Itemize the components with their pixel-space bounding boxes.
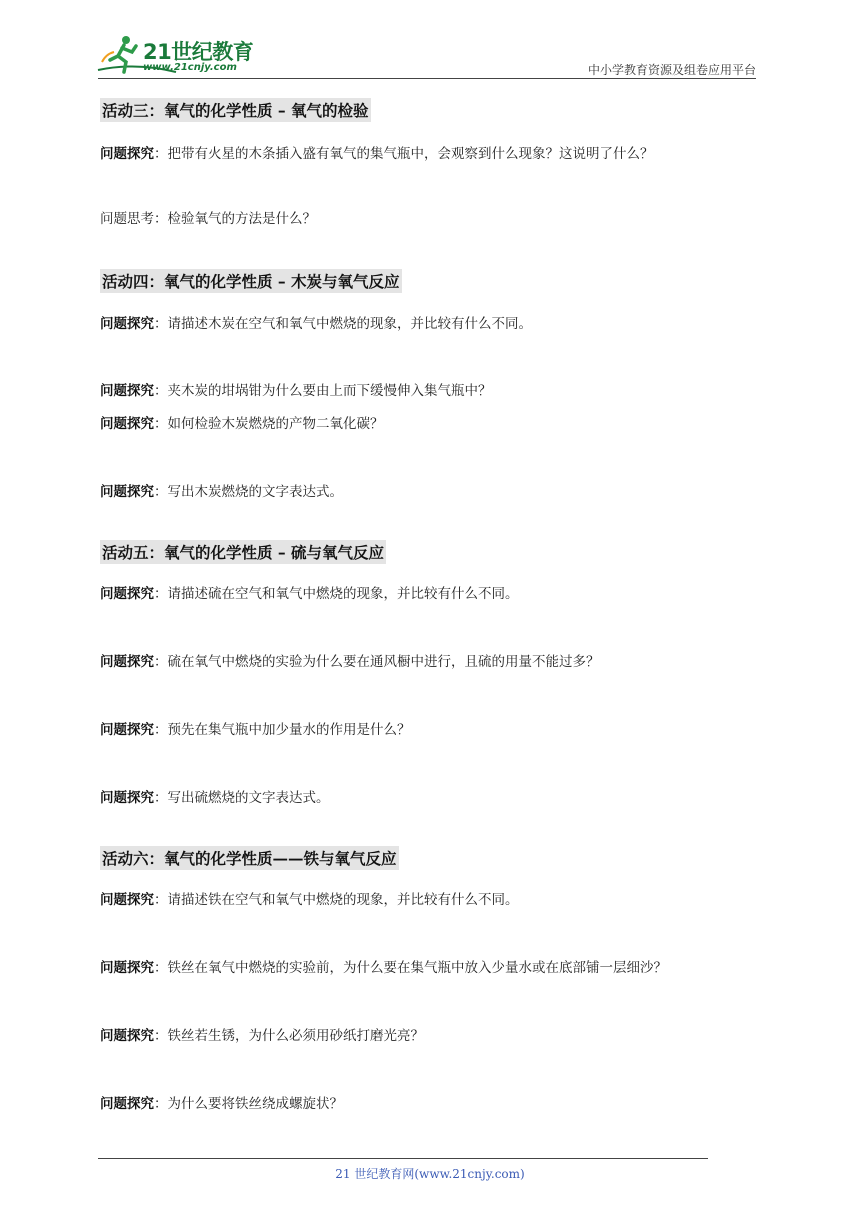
question-separator: ： <box>154 146 168 162</box>
footer-divider <box>98 1158 708 1159</box>
question-text: 请描述硫在空气和氧气中燃烧的现象，并比较有什么不同。 <box>167 586 519 602</box>
question-item <box>100 480 343 500</box>
platform-name: 中小学教育资源及组卷应用平台 <box>587 63 756 77</box>
question-text: 把带有火星的木条插入盛有氧气的集气瓶中，会观察到什么现象？这说明了什么？ <box>167 146 654 162</box>
question-label: 问题探究 <box>100 484 154 500</box>
question-separator: ： <box>154 586 168 602</box>
section-heading: 活动四：氧气的化学性质 – 木炭与氧气反应 <box>100 269 402 293</box>
question-label: 问题探究 <box>100 892 154 908</box>
question-item <box>100 142 654 162</box>
question-item <box>100 888 519 908</box>
question-item <box>100 1092 343 1112</box>
question-separator: ： <box>154 654 168 670</box>
question-item <box>100 786 330 806</box>
header-divider <box>98 78 756 79</box>
question-text: 为什么要将铁丝绕成螺旋状？ <box>167 1096 343 1112</box>
question-item <box>100 956 667 976</box>
footer-text: 21 世纪教育网(www.21cnjy.com) <box>335 1167 525 1181</box>
question-separator: ： <box>154 211 168 227</box>
question-text: 夹木炭的坩埚钳为什么要由上而下缓慢伸入集气瓶中？ <box>167 383 492 399</box>
question-label: 问题探究 <box>100 1096 154 1112</box>
question-separator: ： <box>154 722 168 738</box>
question-label: 问题探究 <box>100 586 154 602</box>
question-text: 请描述木炭在空气和氧气中燃烧的现象，并比较有什么不同。 <box>167 316 532 332</box>
question-separator: ： <box>154 1028 168 1044</box>
question-text: 请描述铁在空气和氧气中燃烧的现象，并比较有什么不同。 <box>167 892 519 908</box>
question-item <box>100 312 532 332</box>
question-separator: ： <box>154 383 168 399</box>
question-text: 写出木炭燃烧的文字表达式。 <box>167 484 343 500</box>
question-text: 铁丝在氧气中燃烧的实验前，为什么要在集气瓶中放入少量水或在底部铺一层细沙？ <box>167 960 667 976</box>
question-item <box>100 582 519 602</box>
question-separator: ： <box>154 1096 168 1112</box>
question-text: 硫在氧气中燃烧的实验为什么要在通风橱中进行，且硫的用量不能过多？ <box>167 654 600 670</box>
question-separator: ： <box>154 790 168 806</box>
question-text: 如何检验木炭燃烧的产物二氧化碳？ <box>167 416 384 432</box>
question-separator: ： <box>154 484 168 500</box>
section-heading: 活动六：氧气的化学性质——铁与氧气反应 <box>100 846 399 870</box>
question-label: 问题探究 <box>100 383 154 399</box>
section-heading: 活动五：氧气的化学性质 – 硫与氧气反应 <box>100 540 386 564</box>
question-text: 铁丝若生锈，为什么必须用砂纸打磨光亮？ <box>167 1028 424 1044</box>
question-label: 问题探究 <box>100 1028 154 1044</box>
question-item <box>100 718 411 738</box>
question-label: 问题思考 <box>100 211 154 227</box>
question-label: 问题探究 <box>100 722 154 738</box>
question-label: 问题探究 <box>100 790 154 806</box>
logo-url: www.21cnjy.com <box>143 62 237 73</box>
question-label: 问题探究 <box>100 416 154 432</box>
question-label: 问题探究 <box>100 960 154 976</box>
section-heading: 活动三：氧气的化学性质 – 氧气的检验 <box>100 98 371 122</box>
question-text: 写出硫燃烧的文字表达式。 <box>167 790 330 806</box>
question-item <box>100 207 316 227</box>
question-item <box>100 1024 424 1044</box>
question-label: 问题探究 <box>100 146 154 162</box>
question-label: 问题探究 <box>100 316 154 332</box>
question-separator: ： <box>154 960 168 976</box>
question-item <box>100 379 492 399</box>
question-separator: ： <box>154 416 168 432</box>
question-separator: ： <box>154 892 168 908</box>
logo-text: 21世纪教育 <box>143 40 254 64</box>
question-text: 预先在集气瓶中加少量水的作用是什么？ <box>167 722 411 738</box>
question-text: 检验氧气的方法是什么？ <box>167 211 316 227</box>
question-separator: ： <box>154 316 168 332</box>
question-item <box>100 412 384 432</box>
question-label: 问题探究 <box>100 654 154 670</box>
question-item <box>100 650 600 670</box>
